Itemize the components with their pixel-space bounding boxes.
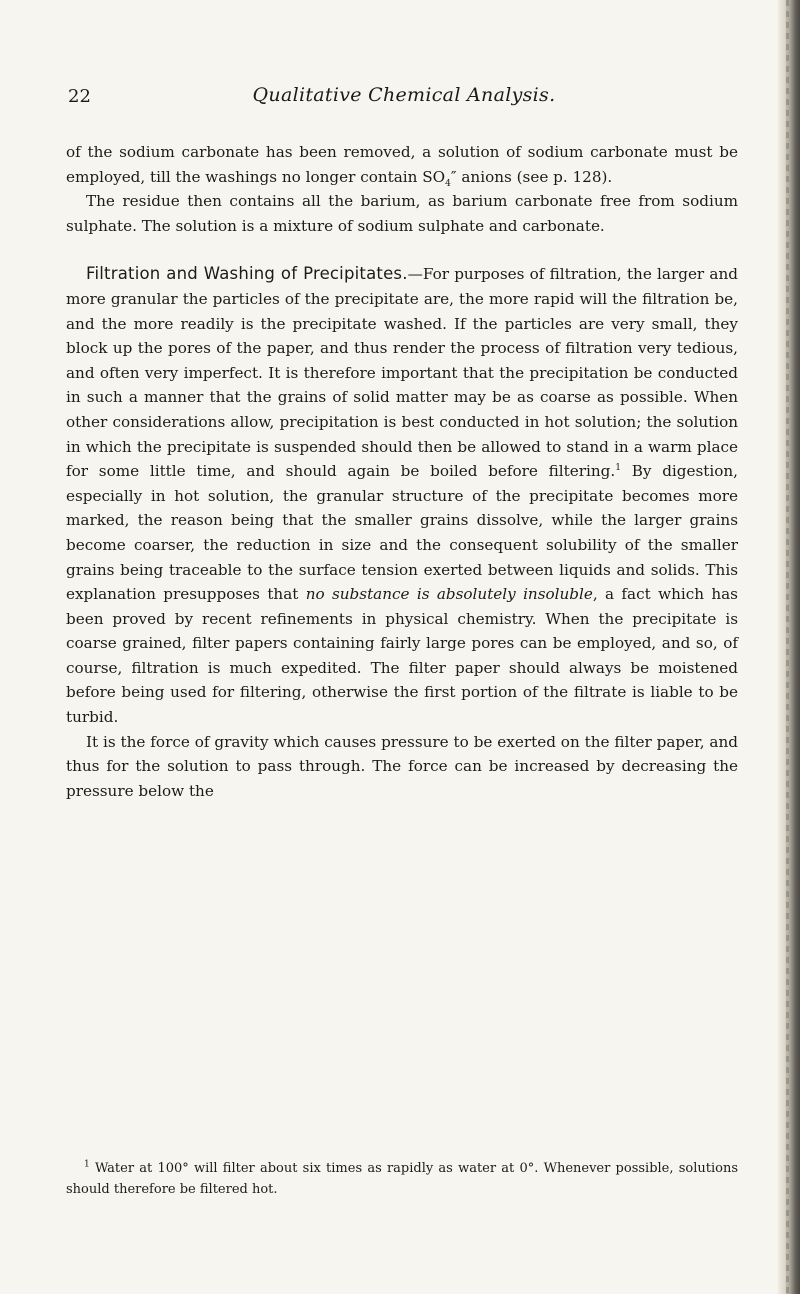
anion-charge: ″ — [450, 167, 457, 186]
body-text — [66, 140, 738, 803]
paragraph-text: of the sodium carbonate has been removed, a solution of sodium carbonate must be employed, till the washings no longer contain — [66, 143, 738, 186]
footnote-body: Water at 100° will filter about six times as rapidly as water at 0°. Whenever possible, solutions should therefore be filtered hot. — [66, 1161, 738, 1197]
section-heading: Filtration and Washing of Precipitates. — [86, 264, 408, 284]
section-filtration — [66, 262, 738, 729]
footnote-marker: 1 — [84, 1159, 90, 1170]
section-text-c: , a fact which has been proved by recent refinements in physical chemistry. When the precipitate is coarse grained, filter papers containing fairly large pores can be employed, and so, of course, filtration is much expedited. The filter paper should always be moistened before being used for filtering, otherwise the first portion of the filtrate is liable to be turbid. — [66, 585, 738, 727]
page-binding-edge — [778, 0, 800, 1294]
page-number: 22 — [68, 86, 91, 107]
paragraph-tail: anions (see p. 128). — [456, 167, 613, 186]
emphasis-text: no substance is absolutely insoluble — [305, 585, 593, 604]
section-text-b: By digestion, especially in hot solution, the granular structure of the precipitate becomes more marked, the reason being that the smaller grains dissolve, while the larger grains become coarser, the reduction in size and the consequent solubility of the smaller grains being traceable to the surface tension exerted between liquids and solids. This explanation presupposes that — [66, 462, 738, 604]
footnote-reference[interactable]: 1 — [615, 463, 621, 474]
section-text-a: —For purposes of filtration, the larger and more granular the particles of the precipitate are, the more rapid will the filtration be, and the more readily is the precipitate washed. If the particles are very small, they block up the pores of the paper, and thus render the process of filtration very tedious, and often very imperfect. It is therefore important that the precipitation be conducted in such a manner that the grains of solid matter may be as coarse as possible. When other considerations allow, precipitation is best conducted in hot solution; the solution in which the precipitate is suspended should then be allowed to stand in a warm place for some little time, and should again be boiled before filtering. — [66, 265, 738, 481]
paragraph-continuation — [66, 140, 738, 189]
footnote — [66, 1158, 738, 1200]
paragraph-gravity: It is the force of gravity which causes pressure to be exerted on the filter paper, and thus for the solution to pass through. The force can be increased by decreasing the pressure below the — [66, 732, 738, 800]
running-title: Qualitative Chemical Analysis. — [252, 84, 556, 106]
footnote-text — [66, 1158, 738, 1200]
sulphate-formula: SO — [422, 167, 446, 186]
page-header — [68, 86, 740, 116]
paragraph-residue: The residue then contains all the barium, as barium carbonate free from sodium sulphate. The solution is a mixture of sodium sulphate and carbonate. — [66, 192, 738, 235]
formula-subscript: 4 — [445, 178, 451, 189]
